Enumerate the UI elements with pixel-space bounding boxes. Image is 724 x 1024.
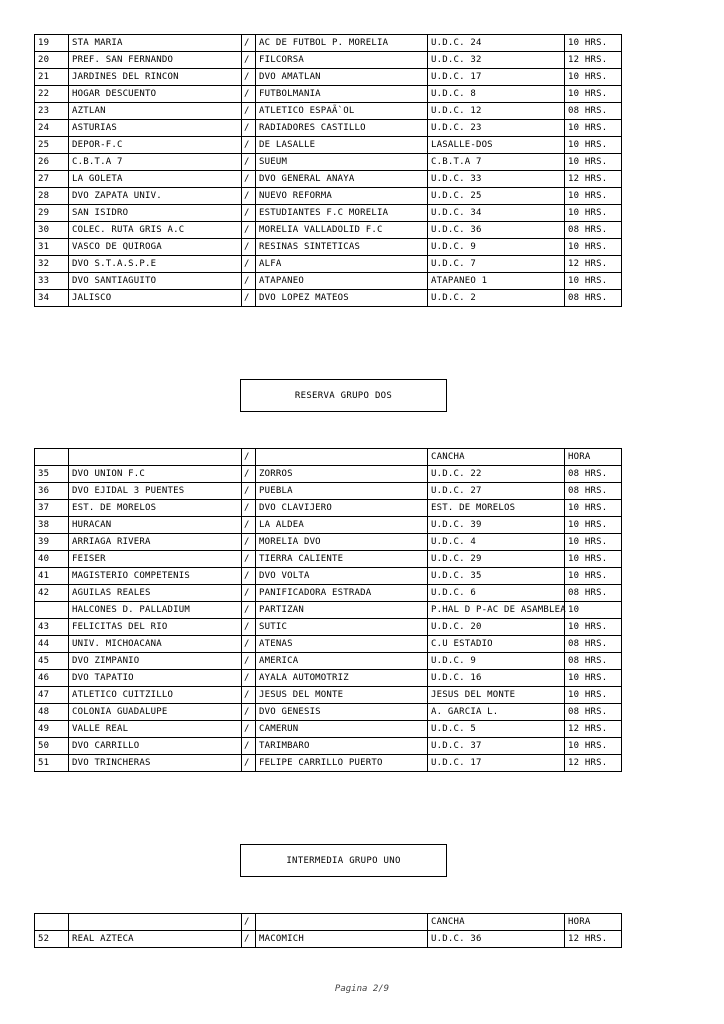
cell-number: 27 xyxy=(35,171,69,188)
cell-number: 25 xyxy=(35,137,69,154)
cell-field: U.D.C. 23 xyxy=(428,120,565,137)
cell-number: 45 xyxy=(35,653,69,670)
cell-hour: 10 HRS. xyxy=(565,205,622,222)
cell-hour: 08 HRS. xyxy=(565,483,622,500)
cell-home-team: DVO UNION F.C xyxy=(69,466,242,483)
cell-hour: 12 HRS. xyxy=(565,931,622,948)
cell-away-team: RESINAS SINTETICAS xyxy=(256,239,428,256)
cell-field: U.D.C. 7 xyxy=(428,256,565,273)
table-row xyxy=(35,551,622,568)
cell-separator: / xyxy=(242,222,256,239)
cell-separator: / xyxy=(242,239,256,256)
cell-away-team: TIERRA CALIENTE xyxy=(256,551,428,568)
cell-away-team: AMERICA xyxy=(256,653,428,670)
cell-separator: / xyxy=(242,466,256,483)
cell-home-team: LA GOLETA xyxy=(69,171,242,188)
cell-away-team: NUEVO REFORMA xyxy=(256,188,428,205)
cell-hour: 10 HRS. xyxy=(565,154,622,171)
cell-away-team: JESUS DEL MONTE xyxy=(256,687,428,704)
cell-hour: 10 HRS. xyxy=(565,619,622,636)
cell-home-team: DVO ZAPATA UNIV. xyxy=(69,188,242,205)
cell-away-team: DVO CLAVIJERO xyxy=(256,500,428,517)
cell-number: 29 xyxy=(35,205,69,222)
cell-separator: / xyxy=(242,103,256,120)
cell-hour: HORA xyxy=(565,914,622,931)
cell-hour: 10 HRS. xyxy=(565,86,622,103)
cell-separator: / xyxy=(242,914,256,931)
cell-hour: 08 HRS. xyxy=(565,653,622,670)
table-row xyxy=(35,568,622,585)
cell-number: 39 xyxy=(35,534,69,551)
cell-number: 24 xyxy=(35,120,69,137)
cell-home-team: EST. DE MORELOS xyxy=(69,500,242,517)
cell-hour: 10 HRS. xyxy=(565,188,622,205)
cell-separator: / xyxy=(242,602,256,619)
cell-number: 48 xyxy=(35,704,69,721)
cell-away-team: PANIFICADORA ESTRADA xyxy=(256,585,428,602)
table-row xyxy=(35,738,622,755)
cell-separator: / xyxy=(242,273,256,290)
table-row xyxy=(35,137,622,154)
cell-separator: / xyxy=(242,449,256,466)
cell-field: U.D.C. 37 xyxy=(428,738,565,755)
cell-home-team: PREF. SAN FERNANDO xyxy=(69,52,242,69)
cell-separator: / xyxy=(242,52,256,69)
cell-home-team: DVO ZIMPANIO xyxy=(69,653,242,670)
cell-away-team: ESTUDIANTES F.C MORELIA xyxy=(256,205,428,222)
cell-separator: / xyxy=(242,653,256,670)
cell-separator: / xyxy=(242,585,256,602)
cell-field: ATAPANEO 1 xyxy=(428,273,565,290)
cell-home-team: DVO EJIDAL 3 PUENTES xyxy=(69,483,242,500)
cell-home-team: MAGISTERIO COMPETENIS xyxy=(69,568,242,585)
table-row xyxy=(35,687,622,704)
table-row xyxy=(35,154,622,171)
cell-separator: / xyxy=(242,137,256,154)
table-row xyxy=(35,273,622,290)
cell-separator: / xyxy=(242,517,256,534)
cell-separator: / xyxy=(242,704,256,721)
table-header-row xyxy=(35,449,622,466)
table-row xyxy=(35,602,622,619)
table-row xyxy=(35,35,622,52)
table-row xyxy=(35,619,622,636)
section-title-reserva: RESERVA GRUPO DOS xyxy=(240,379,447,412)
cell-separator: / xyxy=(242,687,256,704)
page-number: Pagina 2/9 xyxy=(334,984,390,994)
cell-home-team: VALLE REAL xyxy=(69,721,242,738)
table-row xyxy=(35,517,622,534)
fixtures-table-top xyxy=(34,34,622,307)
fixtures-table-top-body xyxy=(35,35,622,307)
cell-away-team: MACOMICH xyxy=(256,931,428,948)
table-row xyxy=(35,120,622,137)
cell-home-team: AZTLAN xyxy=(69,103,242,120)
cell-separator: / xyxy=(242,120,256,137)
cell-number xyxy=(35,602,69,619)
cell-field: CANCHA xyxy=(428,449,565,466)
cell-separator: / xyxy=(242,483,256,500)
cell-field: U.D.C. 39 xyxy=(428,517,565,534)
cell-number: 42 xyxy=(35,585,69,602)
cell-number: 30 xyxy=(35,222,69,239)
cell-separator: / xyxy=(242,69,256,86)
cell-separator: / xyxy=(242,154,256,171)
cell-away-team: AYALA AUTOMOTRIZ xyxy=(256,670,428,687)
cell-separator: / xyxy=(242,568,256,585)
cell-field: U.D.C. 25 xyxy=(428,188,565,205)
cell-home-team: DVO TRINCHERAS xyxy=(69,755,242,772)
cell-field: EST. DE MORELOS xyxy=(428,500,565,517)
cell-field: U.D.C. 36 xyxy=(428,222,565,239)
cell-separator: / xyxy=(242,721,256,738)
table-row xyxy=(35,52,622,69)
fixtures-table-reserva xyxy=(34,448,622,772)
cell-home-team: UNIV. MICHOACANA xyxy=(69,636,242,653)
cell-home-team: C.B.T.A 7 xyxy=(69,154,242,171)
table-row xyxy=(35,931,622,948)
table-row xyxy=(35,483,622,500)
cell-number: 20 xyxy=(35,52,69,69)
cell-home-team: JARDINES DEL RINCON xyxy=(69,69,242,86)
cell-field: U.D.C. 12 xyxy=(428,103,565,120)
cell-number: 40 xyxy=(35,551,69,568)
cell-number: 22 xyxy=(35,86,69,103)
cell-away-team: DVO VOLTA xyxy=(256,568,428,585)
cell-field: A. GARCIA L. xyxy=(428,704,565,721)
cell-home-team xyxy=(69,914,242,931)
cell-home-team: AGUILAS REALES xyxy=(69,585,242,602)
cell-separator: / xyxy=(242,670,256,687)
table-row xyxy=(35,670,622,687)
cell-field: U.D.C. 32 xyxy=(428,52,565,69)
cell-separator: / xyxy=(242,738,256,755)
cell-away-team: FILCORSA xyxy=(256,52,428,69)
table-row xyxy=(35,534,622,551)
cell-hour: 10 HRS. xyxy=(565,137,622,154)
cell-field: U.D.C. 4 xyxy=(428,534,565,551)
table-row xyxy=(35,653,622,670)
section-title-intermedia: INTERMEDIA GRUPO UNO xyxy=(240,844,447,877)
cell-field: U.D.C. 29 xyxy=(428,551,565,568)
cell-number: 35 xyxy=(35,466,69,483)
table-row xyxy=(35,188,622,205)
cell-hour: 10 HRS. xyxy=(565,239,622,256)
cell-away-team: PARTIZAN xyxy=(256,602,428,619)
cell-home-team: ATLETICO CUITZILLO xyxy=(69,687,242,704)
cell-hour: 08 HRS. xyxy=(565,290,622,307)
cell-away-team: DVO GENESIS xyxy=(256,704,428,721)
cell-away-team: DVO LOPEZ MATEOS xyxy=(256,290,428,307)
cell-hour: 10 HRS. xyxy=(565,534,622,551)
cell-field: U.D.C. 5 xyxy=(428,721,565,738)
cell-field: U.D.C. 8 xyxy=(428,86,565,103)
cell-separator: / xyxy=(242,636,256,653)
cell-field: JESUS DEL MONTE xyxy=(428,687,565,704)
cell-separator: / xyxy=(242,290,256,307)
cell-field: U.D.C. 35 xyxy=(428,568,565,585)
table-row xyxy=(35,86,622,103)
cell-hour: 10 HRS. xyxy=(565,670,622,687)
cell-hour: 08 HRS. xyxy=(565,636,622,653)
cell-hour: 10 HRS. xyxy=(565,500,622,517)
table-row xyxy=(35,171,622,188)
cell-home-team: DVO TAPATIO xyxy=(69,670,242,687)
cell-home-team: HOGAR DESCUENTO xyxy=(69,86,242,103)
cell-separator: / xyxy=(242,205,256,222)
cell-home-team: REAL AZTECA xyxy=(69,931,242,948)
cell-number: 26 xyxy=(35,154,69,171)
cell-number: 46 xyxy=(35,670,69,687)
cell-away-team: MORELIA DVO xyxy=(256,534,428,551)
cell-away-team: SUEUM xyxy=(256,154,428,171)
fixtures-table-intermedia-body xyxy=(35,914,622,948)
cell-field: U.D.C. 17 xyxy=(428,69,565,86)
cell-hour: 10 HRS. xyxy=(565,517,622,534)
cell-number: 32 xyxy=(35,256,69,273)
cell-away-team: TARIMBARO xyxy=(256,738,428,755)
cell-hour: 10 HRS. xyxy=(565,69,622,86)
cell-number: 28 xyxy=(35,188,69,205)
cell-hour: 10 HRS. xyxy=(565,120,622,137)
cell-hour: HORA xyxy=(565,449,622,466)
cell-home-team: HALCONES D. PALLADIUM xyxy=(69,602,242,619)
cell-away-team: MORELIA VALLADOLID F.C xyxy=(256,222,428,239)
cell-field: U.D.C. 6 xyxy=(428,585,565,602)
cell-field: LASALLE-DOS xyxy=(428,137,565,154)
cell-number: 52 xyxy=(35,931,69,948)
cell-separator: / xyxy=(242,534,256,551)
cell-field: P.HAL D P-AC DE ASAMBLEA xyxy=(428,602,565,619)
table-row xyxy=(35,103,622,120)
cell-hour: 08 HRS. xyxy=(565,222,622,239)
cell-number: 31 xyxy=(35,239,69,256)
cell-home-team: COLONIA GUADALUPE xyxy=(69,704,242,721)
cell-separator: / xyxy=(242,931,256,948)
table-row xyxy=(35,239,622,256)
cell-hour: 12 HRS. xyxy=(565,171,622,188)
cell-field: U.D.C. 22 xyxy=(428,466,565,483)
cell-hour: 10 HRS. xyxy=(565,273,622,290)
cell-field: C.B.T.A 7 xyxy=(428,154,565,171)
table-row xyxy=(35,69,622,86)
cell-away-team: ATENAS xyxy=(256,636,428,653)
table-row xyxy=(35,755,622,772)
cell-number: 38 xyxy=(35,517,69,534)
table-row xyxy=(35,636,622,653)
table-row xyxy=(35,290,622,307)
cell-separator: / xyxy=(242,171,256,188)
cell-number: 47 xyxy=(35,687,69,704)
cell-number: 23 xyxy=(35,103,69,120)
cell-home-team: DEPOR-F.C xyxy=(69,137,242,154)
table-row xyxy=(35,256,622,273)
table-header-row xyxy=(35,914,622,931)
cell-home-team: SAN ISIDRO xyxy=(69,205,242,222)
cell-field: U.D.C. 16 xyxy=(428,670,565,687)
cell-number: 43 xyxy=(35,619,69,636)
cell-number xyxy=(35,914,69,931)
cell-field: U.D.C. 17 xyxy=(428,755,565,772)
cell-separator: / xyxy=(242,619,256,636)
cell-away-team xyxy=(256,914,428,931)
cell-away-team: RADIADORES CASTILLO xyxy=(256,120,428,137)
cell-hour: 10 xyxy=(565,602,622,619)
cell-away-team: CAMERUN xyxy=(256,721,428,738)
cell-field: U.D.C. 33 xyxy=(428,171,565,188)
cell-hour: 12 HRS. xyxy=(565,755,622,772)
cell-away-team: AC DE FUTBOL P. MORELIA xyxy=(256,35,428,52)
cell-hour: 10 HRS. xyxy=(565,738,622,755)
cell-hour: 10 HRS. xyxy=(565,687,622,704)
cell-away-team: SUTIC xyxy=(256,619,428,636)
cell-separator: / xyxy=(242,35,256,52)
cell-away-team: DVO AMATLAN xyxy=(256,69,428,86)
cell-home-team: VASCO DE QUIROGA xyxy=(69,239,242,256)
cell-hour: 12 HRS. xyxy=(565,721,622,738)
cell-field: U.D.C. 27 xyxy=(428,483,565,500)
cell-home-team: ASTURIAS xyxy=(69,120,242,137)
cell-separator: / xyxy=(242,755,256,772)
cell-away-team: ALFA xyxy=(256,256,428,273)
cell-home-team xyxy=(69,449,242,466)
table-row xyxy=(35,721,622,738)
cell-away-team: FELIPE CARRILLO PUERTO xyxy=(256,755,428,772)
cell-away-team xyxy=(256,449,428,466)
cell-hour: 08 HRS. xyxy=(565,704,622,721)
cell-away-team: DVO GENERAL ANAYA xyxy=(256,171,428,188)
cell-field: U.D.C. 2 xyxy=(428,290,565,307)
cell-number: 33 xyxy=(35,273,69,290)
cell-number: 44 xyxy=(35,636,69,653)
cell-field: U.D.C. 36 xyxy=(428,931,565,948)
cell-separator: / xyxy=(242,551,256,568)
cell-away-team: ZORROS xyxy=(256,466,428,483)
cell-number: 19 xyxy=(35,35,69,52)
cell-field: U.D.C. 9 xyxy=(428,653,565,670)
cell-number xyxy=(35,449,69,466)
table-row xyxy=(35,585,622,602)
cell-separator: / xyxy=(242,500,256,517)
table-row xyxy=(35,500,622,517)
fixtures-table-intermedia xyxy=(34,913,622,948)
cell-field: C.U ESTADIO xyxy=(428,636,565,653)
cell-away-team: LA ALDEA xyxy=(256,517,428,534)
cell-hour: 08 HRS. xyxy=(565,585,622,602)
cell-home-team: STA MARIA xyxy=(69,35,242,52)
cell-field: U.D.C. 34 xyxy=(428,205,565,222)
cell-field: CANCHA xyxy=(428,914,565,931)
cell-away-team: PUEBLA xyxy=(256,483,428,500)
cell-away-team: FUTBOLMANIA xyxy=(256,86,428,103)
cell-number: 36 xyxy=(35,483,69,500)
cell-hour: 12 HRS. xyxy=(565,52,622,69)
cell-home-team: FELICITAS DEL RIO xyxy=(69,619,242,636)
cell-away-team: ATAPANEO xyxy=(256,273,428,290)
cell-separator: / xyxy=(242,256,256,273)
cell-home-team: COLEC. RUTA GRIS A.C xyxy=(69,222,242,239)
cell-field: U.D.C. 20 xyxy=(428,619,565,636)
cell-home-team: DVO CARRILLO xyxy=(69,738,242,755)
cell-number: 51 xyxy=(35,755,69,772)
cell-home-team: ARRIAGA RIVERA xyxy=(69,534,242,551)
cell-hour: 10 HRS. xyxy=(565,568,622,585)
cell-number: 49 xyxy=(35,721,69,738)
cell-separator: / xyxy=(242,188,256,205)
table-row xyxy=(35,466,622,483)
cell-hour: 10 HRS. xyxy=(565,551,622,568)
cell-away-team: ATLETICO ESPAÃ`OL xyxy=(256,103,428,120)
cell-away-team: DE LASALLE xyxy=(256,137,428,154)
cell-number: 34 xyxy=(35,290,69,307)
cell-home-team: FEISER xyxy=(69,551,242,568)
table-row xyxy=(35,704,622,721)
cell-home-team: DVO S.T.A.S.P.E xyxy=(69,256,242,273)
cell-separator: / xyxy=(242,86,256,103)
cell-hour: 12 HRS. xyxy=(565,256,622,273)
cell-home-team: DVO SANTIAGUITO xyxy=(69,273,242,290)
table-row xyxy=(35,222,622,239)
cell-number: 50 xyxy=(35,738,69,755)
cell-number: 41 xyxy=(35,568,69,585)
cell-hour: 08 HRS. xyxy=(565,466,622,483)
cell-hour: 10 HRS. xyxy=(565,35,622,52)
cell-number: 37 xyxy=(35,500,69,517)
cell-number: 21 xyxy=(35,69,69,86)
cell-field: U.D.C. 24 xyxy=(428,35,565,52)
cell-field: U.D.C. 9 xyxy=(428,239,565,256)
cell-hour: 08 HRS. xyxy=(565,103,622,120)
fixtures-table-reserva-body xyxy=(35,449,622,772)
cell-home-team: JALISCO xyxy=(69,290,242,307)
cell-home-team: HURACAN xyxy=(69,517,242,534)
table-row xyxy=(35,205,622,222)
